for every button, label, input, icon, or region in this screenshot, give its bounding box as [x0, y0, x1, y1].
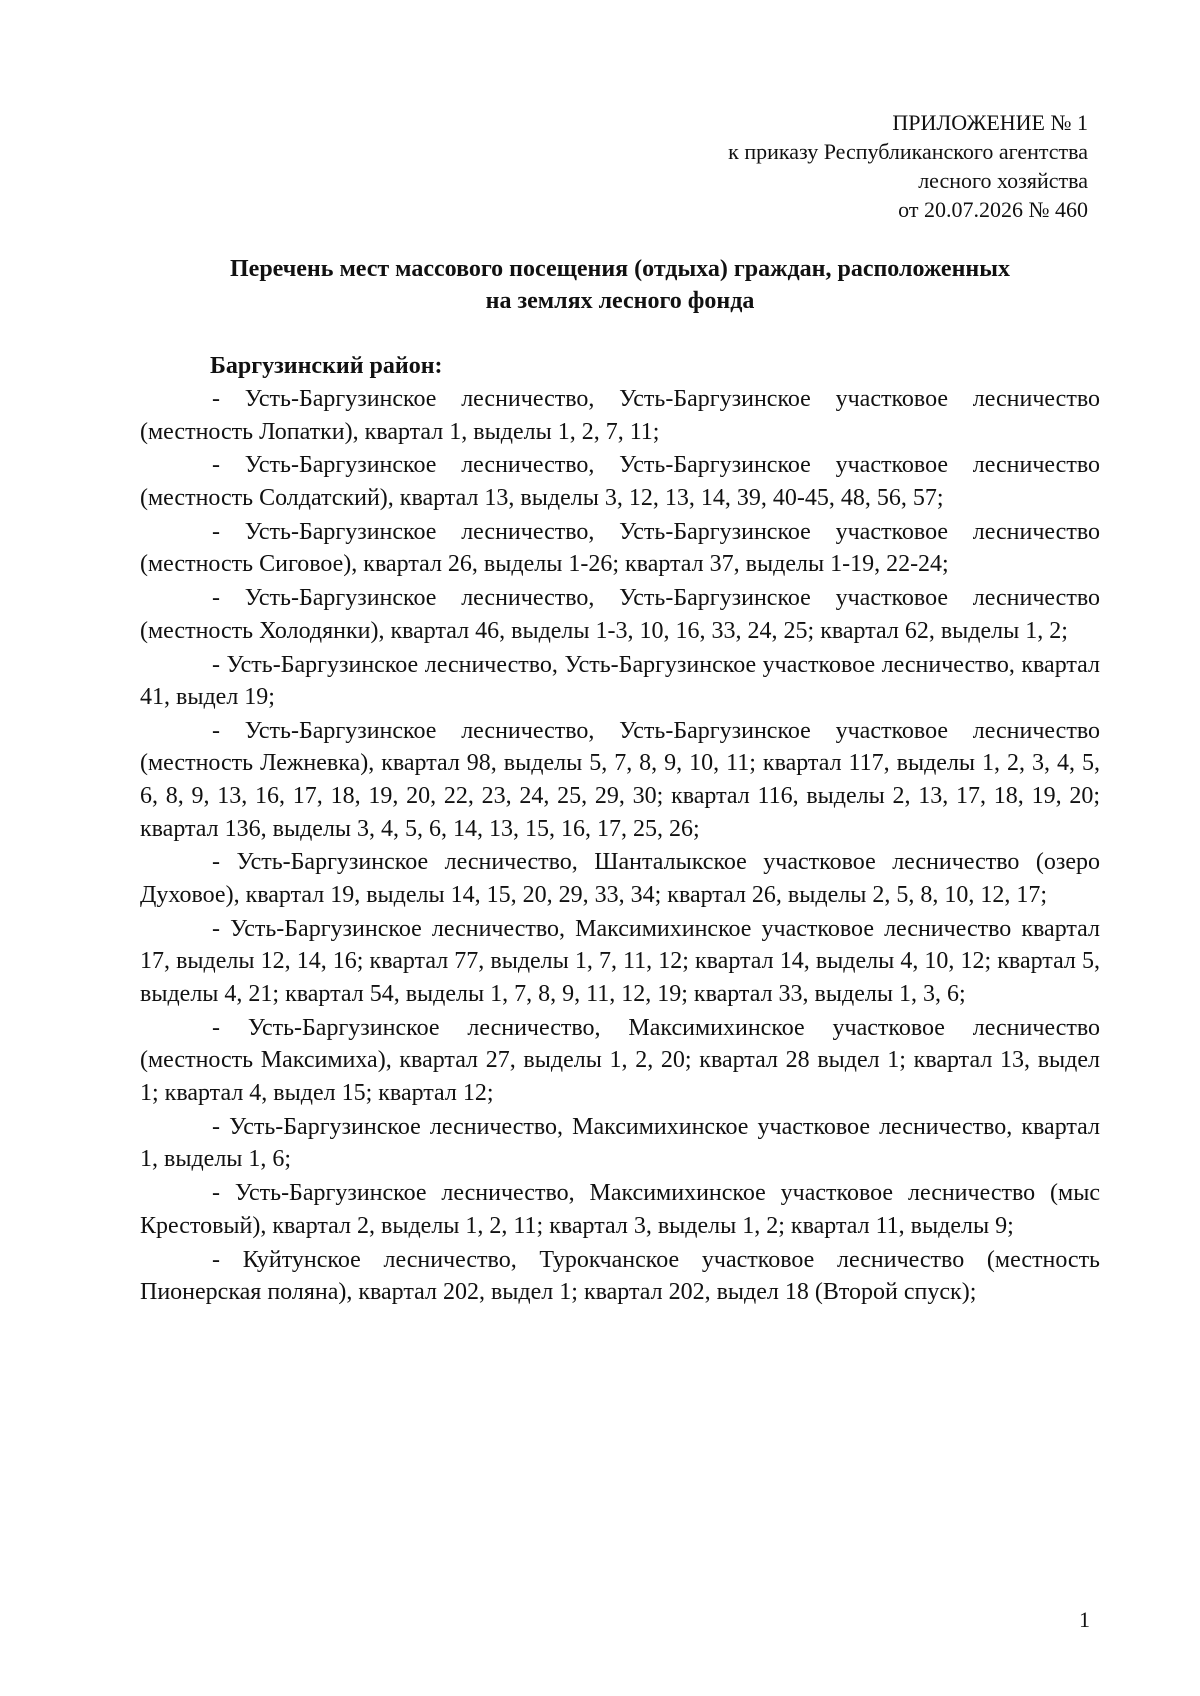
page-number: 1: [1079, 1607, 1090, 1632]
order-reference: к приказу Республиканского агентства: [728, 139, 1088, 164]
list-item: - Усть-Баргузинское лесничество, Максимихинское участковое лесничество, квартал 1, выделы 1, 6;: [140, 1113, 1100, 1173]
list-item: - Усть-Баргузинское лесничество, Усть-Баргузинское участковое лесничество (местность Солдатский), квартал 13, выделы 3, 12, 13, 14, 39, 40-45, 48, 56, 57;: [140, 452, 1100, 511]
list-item: - Усть-Баргузинское лесничество, Усть-Баргузинское участковое лесничество (местность Лопатки), квартал 1, выделы 1, 2, 7, 11;: [140, 386, 1100, 445]
list-item: - Усть-Баргузинское лесничество, Усть-Баргузинское участковое лесничество (местность Сиговое), квартал 26, выделы 1-26; квартал 37, выделы 1-19, 22-24;: [140, 518, 1100, 578]
order-date-number: от 20.07.2026 № 460: [898, 197, 1088, 222]
district-heading: Баргузинский район:: [210, 353, 443, 379]
title-line-2: на землях лесного фонда: [485, 288, 755, 314]
title-line-1: Перечень мест массового посещения (отдыха) граждан, расположенных: [230, 256, 1010, 282]
list-item: - Усть-Баргузинское лесничество, Максимихинское участковое лесничество квартал 17, выделы 12, 14, 16; квартал 77, выделы 1, 7, 11, 12; квартал 14, выделы 4, 10, 12; квартал 5, выделы 4, 21; квартал 54, выделы 1, 7, 8, 9, 11, 12, 19; квартал 33, выделы 1, 3, 6;: [140, 915, 1100, 1007]
list-item: - Усть-Баргузинское лесничество, Максимихинское участковое лесничество (мыс Крестовый), квартал 2, выделы 1, 2, 11; квартал 3, выделы 1, 2; квартал 11, выделы 9;: [140, 1180, 1100, 1239]
entries-list: [140, 383, 1100, 1310]
appendix-number: ПРИЛОЖЕНИЕ № 1: [892, 110, 1088, 135]
list-item: - Усть-Баргузинское лесничество, Шанталыкское участковое лесничество (озеро Духовое), квартал 19, выделы 14, 15, 20, 29, 33, 34; квартал 26, выделы 2, 5, 8, 10, 12, 17;: [140, 849, 1100, 909]
list-item: - Усть-Баргузинское лесничество, Максимихинское участковое лесничество (местность Максимиха), квартал 27, выделы 1, 2, 20; квартал 28 выдел 1; квартал 13, выдел 1; квартал 4, выдел 15; квартал 12;: [140, 1014, 1100, 1106]
document-title: [140, 253, 1100, 317]
list-item: - Усть-Баргузинское лесничество, Усть-Баргузинское участковое лесничество (местность Холодянки), квартал 46, выделы 1-3, 10, 16, 33, 24, 25; квартал 62, выделы 1, 2;: [140, 585, 1100, 644]
list-item: - Усть-Баргузинское лесничество, Усть-Баргузинское участковое лесничество, квартал 41, выдел 19;: [140, 651, 1100, 711]
agency-name: лесного хозяйства: [918, 168, 1088, 193]
appendix-header: [728, 108, 1088, 224]
list-item: - Усть-Баргузинское лесничество, Усть-Баргузинское участковое лесничество (местность Лежневка), квартал 98, выделы 5, 7, 8, 9, 10, 11; квартал 117, выделы 1, 2, 3, 4, 5, 6, 8, 9, 13, 16, 17, 18, 19, 20, 22, 23, 24, 25, 29, 30; квартал 116, выделы 2, 13, 17, 18, 19, 20; квартал 136, выделы 3, 4, 5, 6, 14, 13, 15, 16, 17, 25, 26;: [140, 717, 1100, 842]
list-item: - Куйтунское лесничество, Турокчанское участковое лесничество (местность Пионерская поляна), квартал 202, выдел 1; квартал 202, выдел 18 (Второй спуск);: [140, 1246, 1100, 1306]
